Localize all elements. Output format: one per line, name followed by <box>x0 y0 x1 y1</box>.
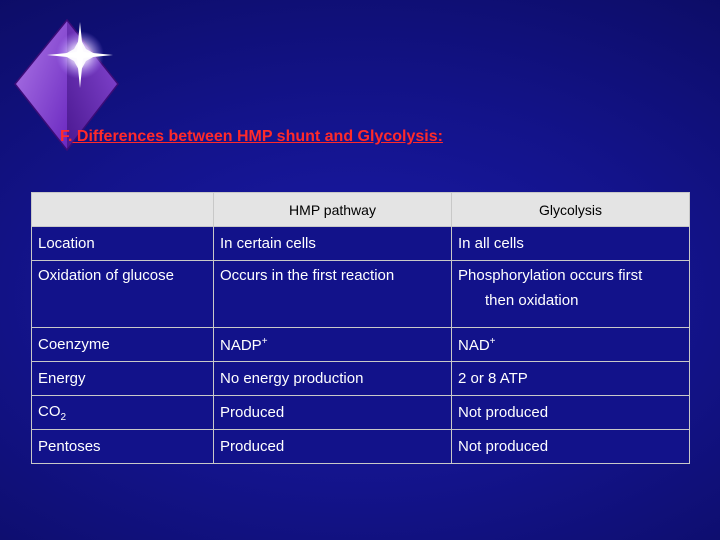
glycolysis-cell: In all cells <box>452 227 690 261</box>
hmp-cell: No energy production <box>214 362 452 396</box>
row-label: Coenzyme <box>32 328 214 362</box>
row-label: Location <box>32 227 214 261</box>
row-label <box>32 396 214 430</box>
header-cell-glycolysis: Glycolysis <box>452 193 690 227</box>
table-header-row <box>32 193 690 227</box>
comparison-table <box>31 192 690 464</box>
co2-label-subscript: 2 <box>60 411 67 423</box>
co2-label-text: CO <box>38 402 61 420</box>
glycolysis-cell: Not produced <box>452 396 690 430</box>
header-cell-hmp: HMP pathway <box>214 193 452 227</box>
table-row-pentoses <box>32 430 690 464</box>
glycolysis-cell <box>452 261 690 328</box>
header-cell-empty <box>32 193 214 227</box>
hmp-cell: Produced <box>214 430 452 464</box>
table-row-energy <box>32 362 690 396</box>
hmp-coenzyme-charge: + <box>261 335 268 347</box>
glycolysis-cell-line1: Phosphorylation occurs first <box>458 267 643 284</box>
slide-title-letter: F. <box>60 128 73 145</box>
slide-title <box>60 128 443 146</box>
glycolysis-cell: 2 or 8 ATP <box>452 362 690 396</box>
table-row-co2 <box>32 396 690 430</box>
hmp-coenzyme-text: NADP <box>220 336 262 354</box>
glycolysis-cell-line2: then oxidation <box>485 292 579 309</box>
glycolysis-coenzyme-charge: + <box>489 335 496 347</box>
row-label: Energy <box>32 362 214 396</box>
table-row-oxidation <box>32 261 690 328</box>
slide-title-text: Differences between HMP shunt and Glycolysis: <box>72 128 443 145</box>
glycolysis-coenzyme-text: NAD <box>458 336 490 354</box>
hmp-cell <box>214 328 452 362</box>
table-row-location <box>32 227 690 261</box>
hmp-cell: Produced <box>214 396 452 430</box>
diamond-starburst-icon <box>0 0 130 180</box>
glycolysis-cell: Not produced <box>452 430 690 464</box>
table-row-coenzyme <box>32 328 690 362</box>
glycolysis-cell <box>452 328 690 362</box>
row-label: Pentoses <box>32 430 214 464</box>
hmp-cell: In certain cells <box>214 227 452 261</box>
hmp-cell: Occurs in the first reaction <box>214 261 452 328</box>
row-label: Oxidation of glucose <box>32 261 214 328</box>
